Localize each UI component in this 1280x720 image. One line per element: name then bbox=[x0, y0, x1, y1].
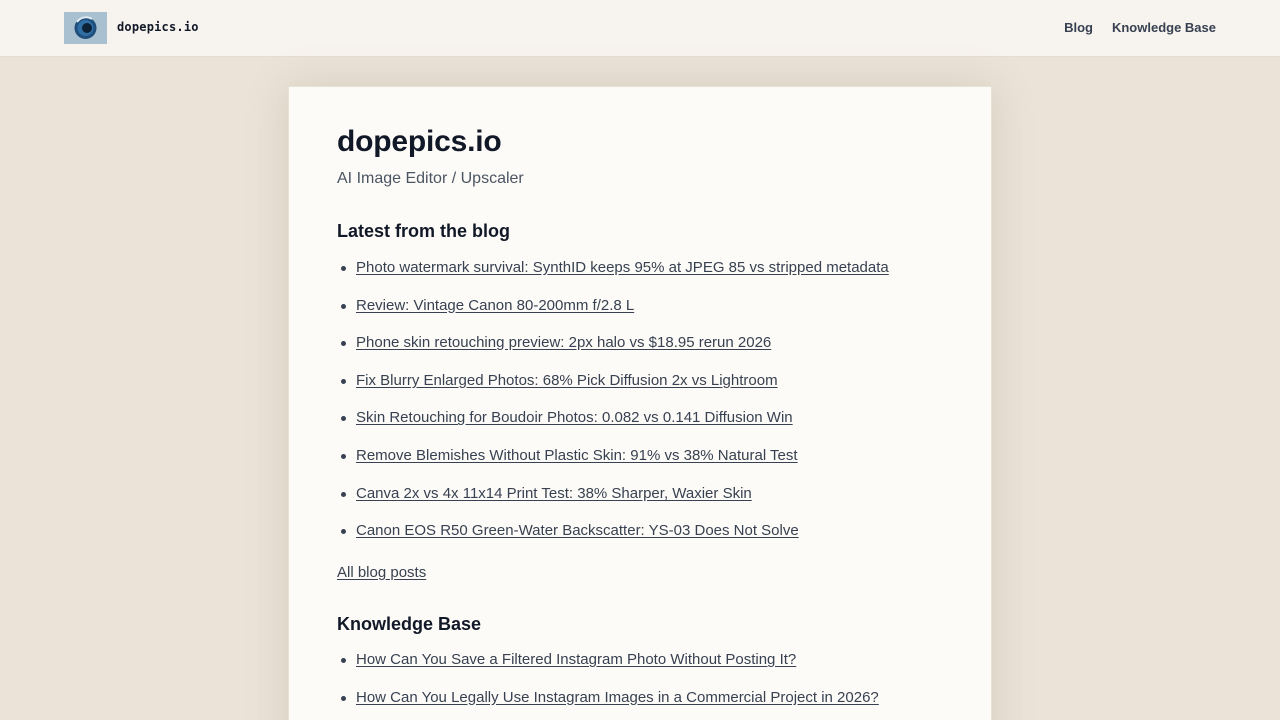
list-item bbox=[337, 371, 947, 391]
main-navigation bbox=[1064, 20, 1216, 35]
blog-post-link[interactable]: Canva 2x vs 4x 11x14 Print Test: 38% Sharper, Waxier Skin bbox=[356, 484, 752, 502]
page-tagline: AI Image Editor / Upscaler bbox=[337, 170, 524, 187]
all-blog-posts-link[interactable]: All blog posts bbox=[337, 564, 427, 581]
blog-post-link[interactable]: Remove Blemishes Without Plastic Skin: 91% vs 38% Natural Test bbox=[356, 446, 798, 464]
blog-post-link[interactable]: Photo watermark survival: SynthID keeps 95% at JPEG 85 vs stripped metadata bbox=[356, 259, 889, 276]
list-item bbox=[337, 408, 947, 428]
blog-post-link[interactable]: Fix Blurry Enlarged Photos: 68% Pick Diffusion 2x vs Lightroom bbox=[356, 371, 778, 389]
page-title: dopepics.io bbox=[337, 125, 502, 158]
nav-link-blog[interactable]: Blog bbox=[1064, 20, 1093, 35]
list-item bbox=[337, 484, 947, 504]
kb-article-link[interactable]: How Can You Legally Use Instagram Images in a Commercial Project in 2026? bbox=[356, 688, 879, 706]
blog-post-link[interactable]: Canon EOS R50 Green-Water Backscatter: YS-03 Does Not Solve bbox=[356, 522, 799, 540]
list-item bbox=[337, 521, 947, 541]
knowledge-base-heading: Knowledge Base bbox=[337, 614, 482, 634]
list-item bbox=[337, 258, 947, 278]
content-card bbox=[288, 86, 992, 720]
brand-name[interactable]: dopepics.io bbox=[117, 20, 199, 34]
blog-section-heading: Latest from the blog bbox=[337, 221, 511, 241]
kb-article-link[interactable]: How Can You Save a Filtered Instagram Photo Without Posting It? bbox=[356, 651, 797, 668]
top-navigation-bar bbox=[0, 0, 1280, 57]
list-item bbox=[337, 333, 947, 353]
blog-post-link[interactable]: Phone skin retouching preview: 2px halo vs $18.95 rerun 2026 bbox=[356, 334, 772, 352]
nav-link-knowledge-base[interactable]: Knowledge Base bbox=[1111, 20, 1216, 35]
list-item bbox=[337, 296, 947, 316]
blog-post-list bbox=[337, 258, 947, 559]
blog-post-link[interactable]: Skin Retouching for Boudoir Photos: 0.082 vs 0.141 Diffusion Win bbox=[356, 409, 793, 427]
list-item bbox=[337, 688, 947, 708]
list-item bbox=[337, 446, 947, 466]
blog-post-link[interactable]: Review: Vintage Canon 80-200mm f/2.8 L bbox=[356, 296, 635, 314]
list-item bbox=[337, 650, 947, 670]
knowledge-base-list bbox=[337, 650, 947, 720]
aperture-lens-icon bbox=[64, 12, 107, 44]
site-logo[interactable] bbox=[64, 12, 107, 44]
